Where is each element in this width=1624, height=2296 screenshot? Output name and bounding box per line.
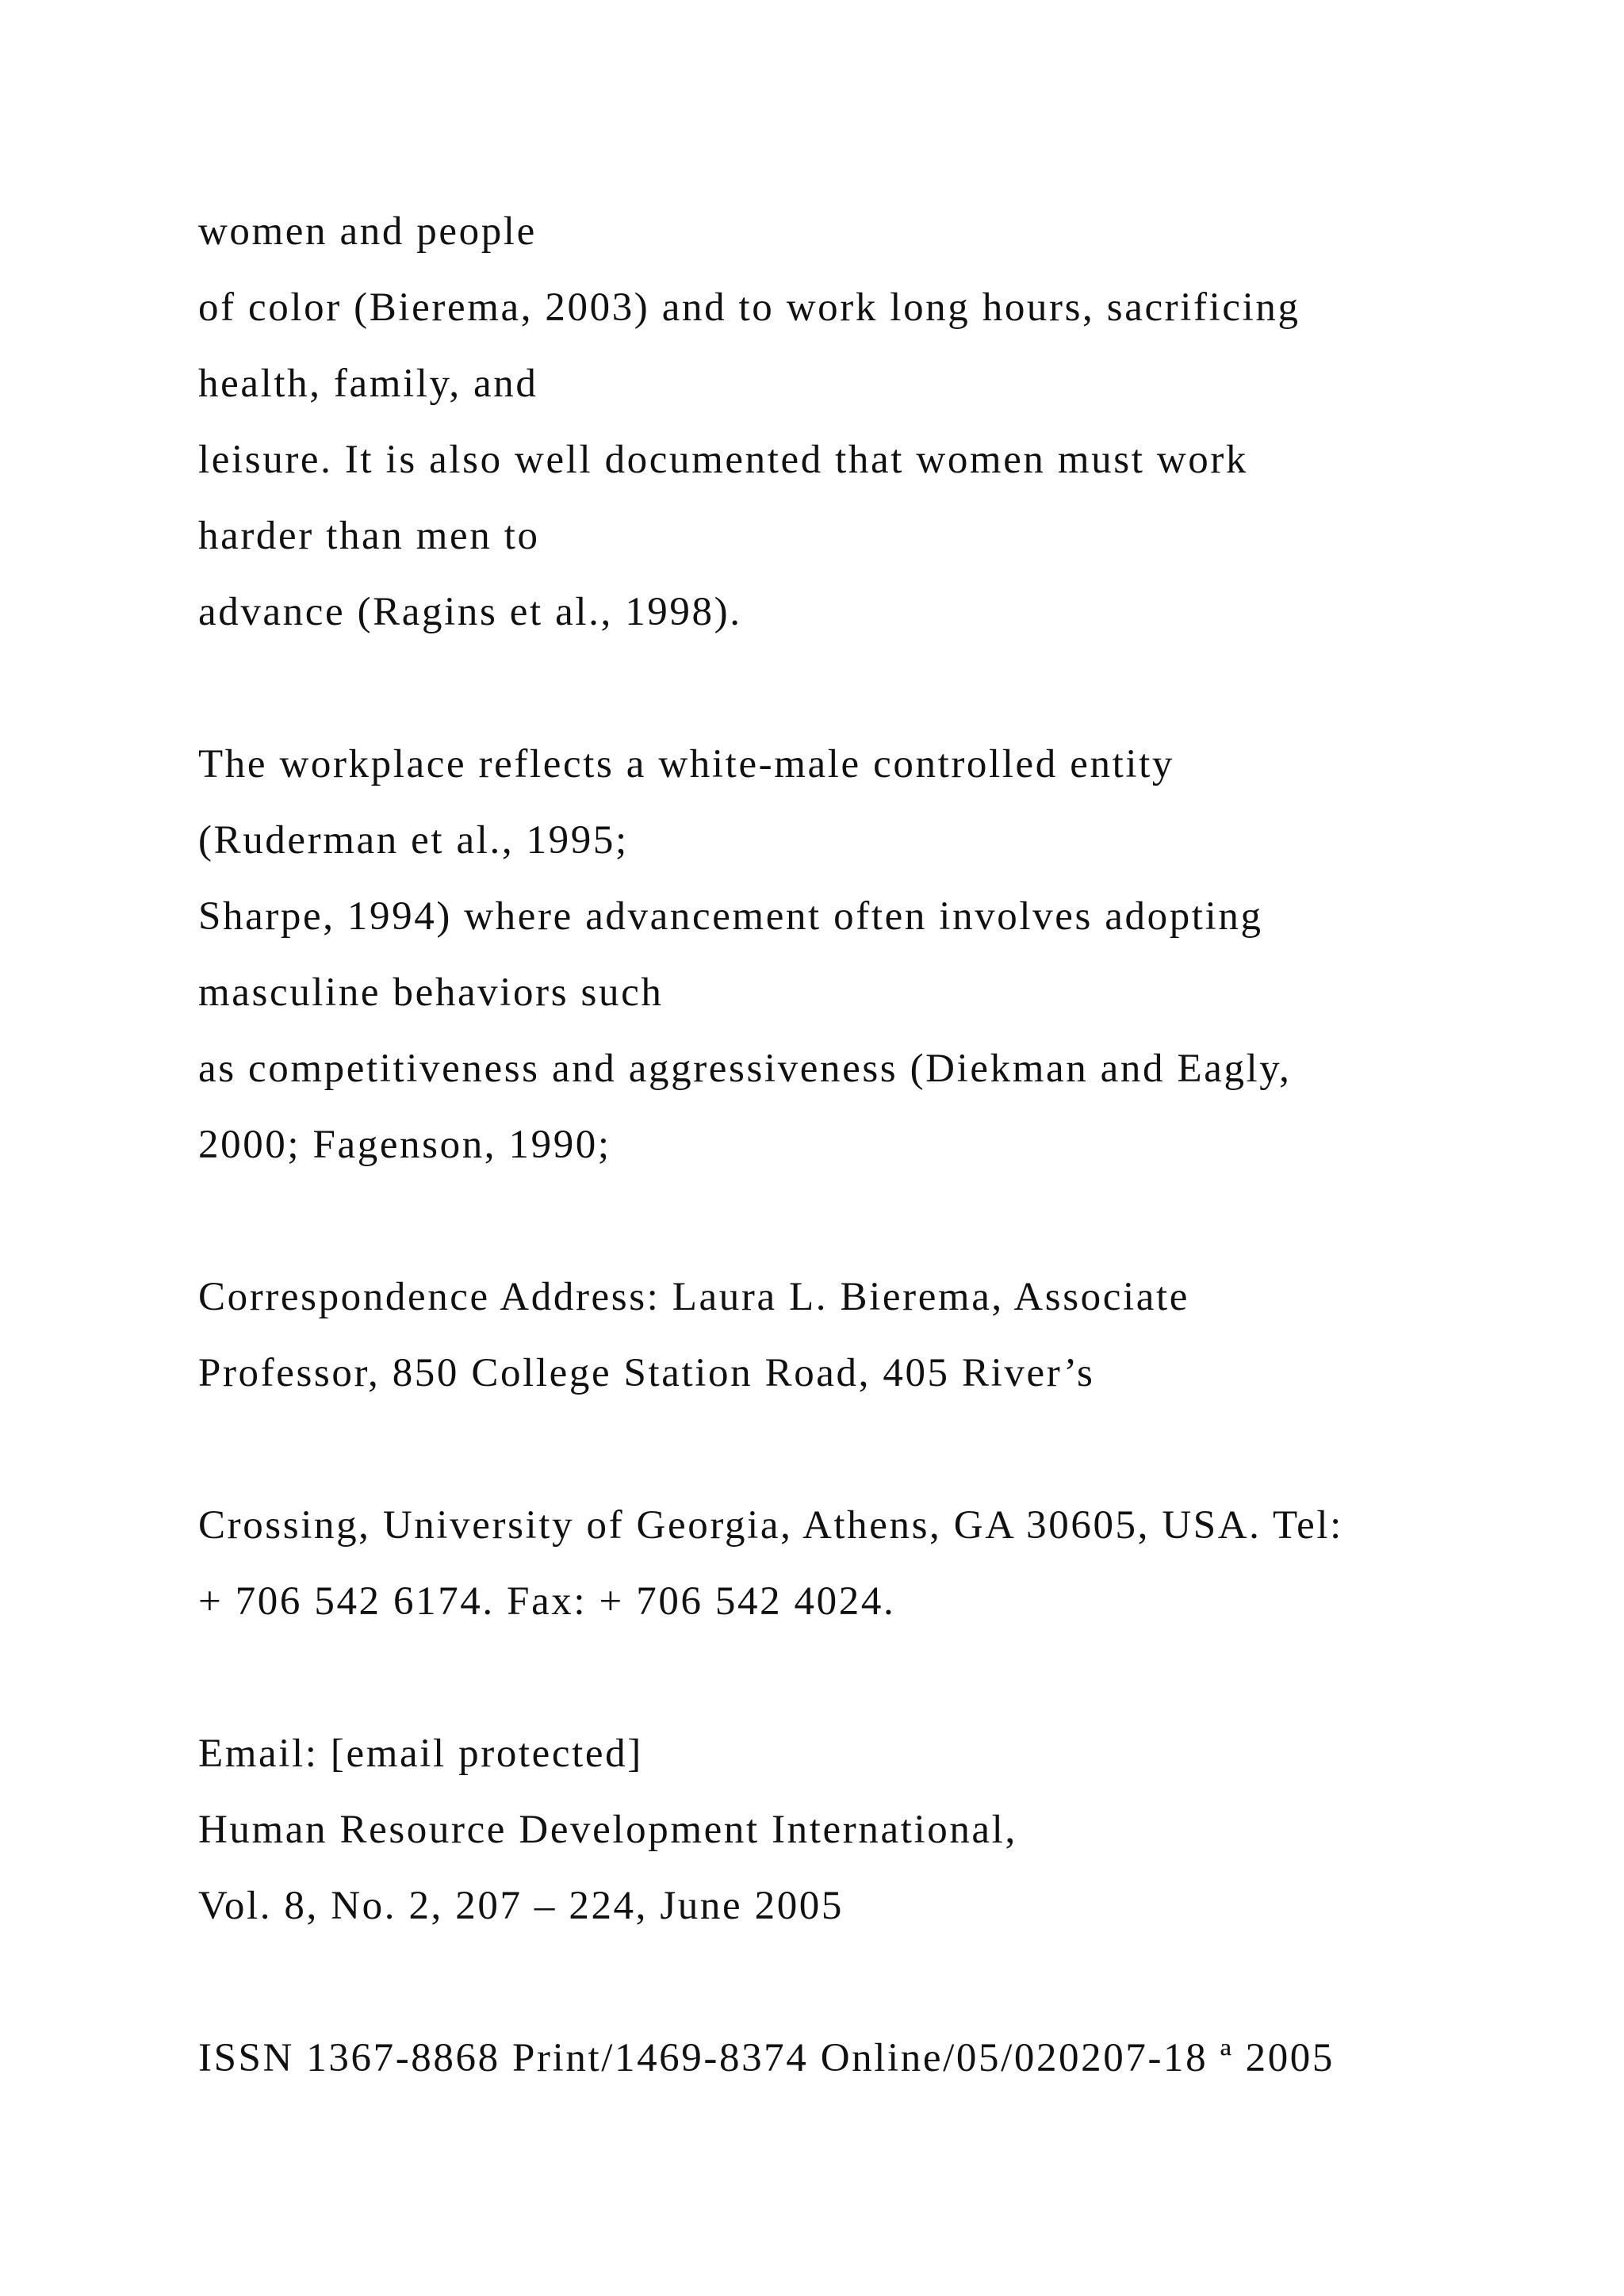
journal-info-block bbox=[198, 1716, 1546, 1944]
text-line: (Ruderman et al., 1995; bbox=[198, 818, 629, 863]
text-line: health, family, and bbox=[198, 362, 538, 406]
text-line: of color (Bierema, 2003) and to work long hours, sacrificing bbox=[198, 285, 1300, 330]
paragraph-gap bbox=[198, 1640, 1546, 1716]
text-line: Crossing, University of Georgia, Athens, GA 30605, USA. Tel: bbox=[198, 1503, 1343, 1548]
correspondence-block-1 bbox=[198, 1259, 1546, 1411]
document-text bbox=[198, 193, 1546, 2096]
paragraph-gap bbox=[198, 1411, 1546, 1487]
text-line: leisure. It is also well documented that women must work bbox=[198, 438, 1249, 482]
text-line: masculine behaviors such bbox=[198, 970, 664, 1015]
text-line: Professor, 850 College Station Road, 405 River’s bbox=[198, 1351, 1095, 1395]
issn-block bbox=[198, 2020, 1546, 2096]
paragraph-1 bbox=[198, 193, 1546, 650]
journal-volume-line: Vol. 8, No. 2, 207 – 224, June 2005 bbox=[198, 1884, 844, 1928]
text-line: Correspondence Address: Laura L. Bierema, Associate bbox=[198, 1275, 1189, 1319]
paragraph-2 bbox=[198, 726, 1546, 1183]
text-line: harder than men to bbox=[198, 514, 540, 558]
text-line: as competitiveness and aggressiveness (Diekman and Eagly, bbox=[198, 1047, 1292, 1091]
correspondence-block-2 bbox=[198, 1487, 1546, 1640]
text-line: advance (Ragins et al., 1998). bbox=[198, 590, 742, 634]
text-line: 2000; Fagenson, 1990; bbox=[198, 1123, 611, 1167]
email-line: Email: [email protected] bbox=[198, 1732, 643, 1776]
text-line: The workplace reflects a white-male controlled entity bbox=[198, 742, 1174, 786]
issn-line: ISSN 1367-8868 Print/1469-8374 Online/05/020207-18 ª 2005 bbox=[198, 2036, 1335, 2080]
paragraph-gap bbox=[198, 1183, 1546, 1259]
paragraph-gap bbox=[198, 1944, 1546, 2020]
text-line: Sharpe, 1994) where advancement often involves adopting bbox=[198, 894, 1263, 939]
journal-title-line: Human Resource Development International, bbox=[198, 1808, 1017, 1852]
text-line: women and people bbox=[198, 209, 537, 254]
paragraph-gap bbox=[198, 650, 1546, 726]
text-line: + 706 542 6174. Fax: + 706 542 4024. bbox=[198, 1579, 896, 1624]
